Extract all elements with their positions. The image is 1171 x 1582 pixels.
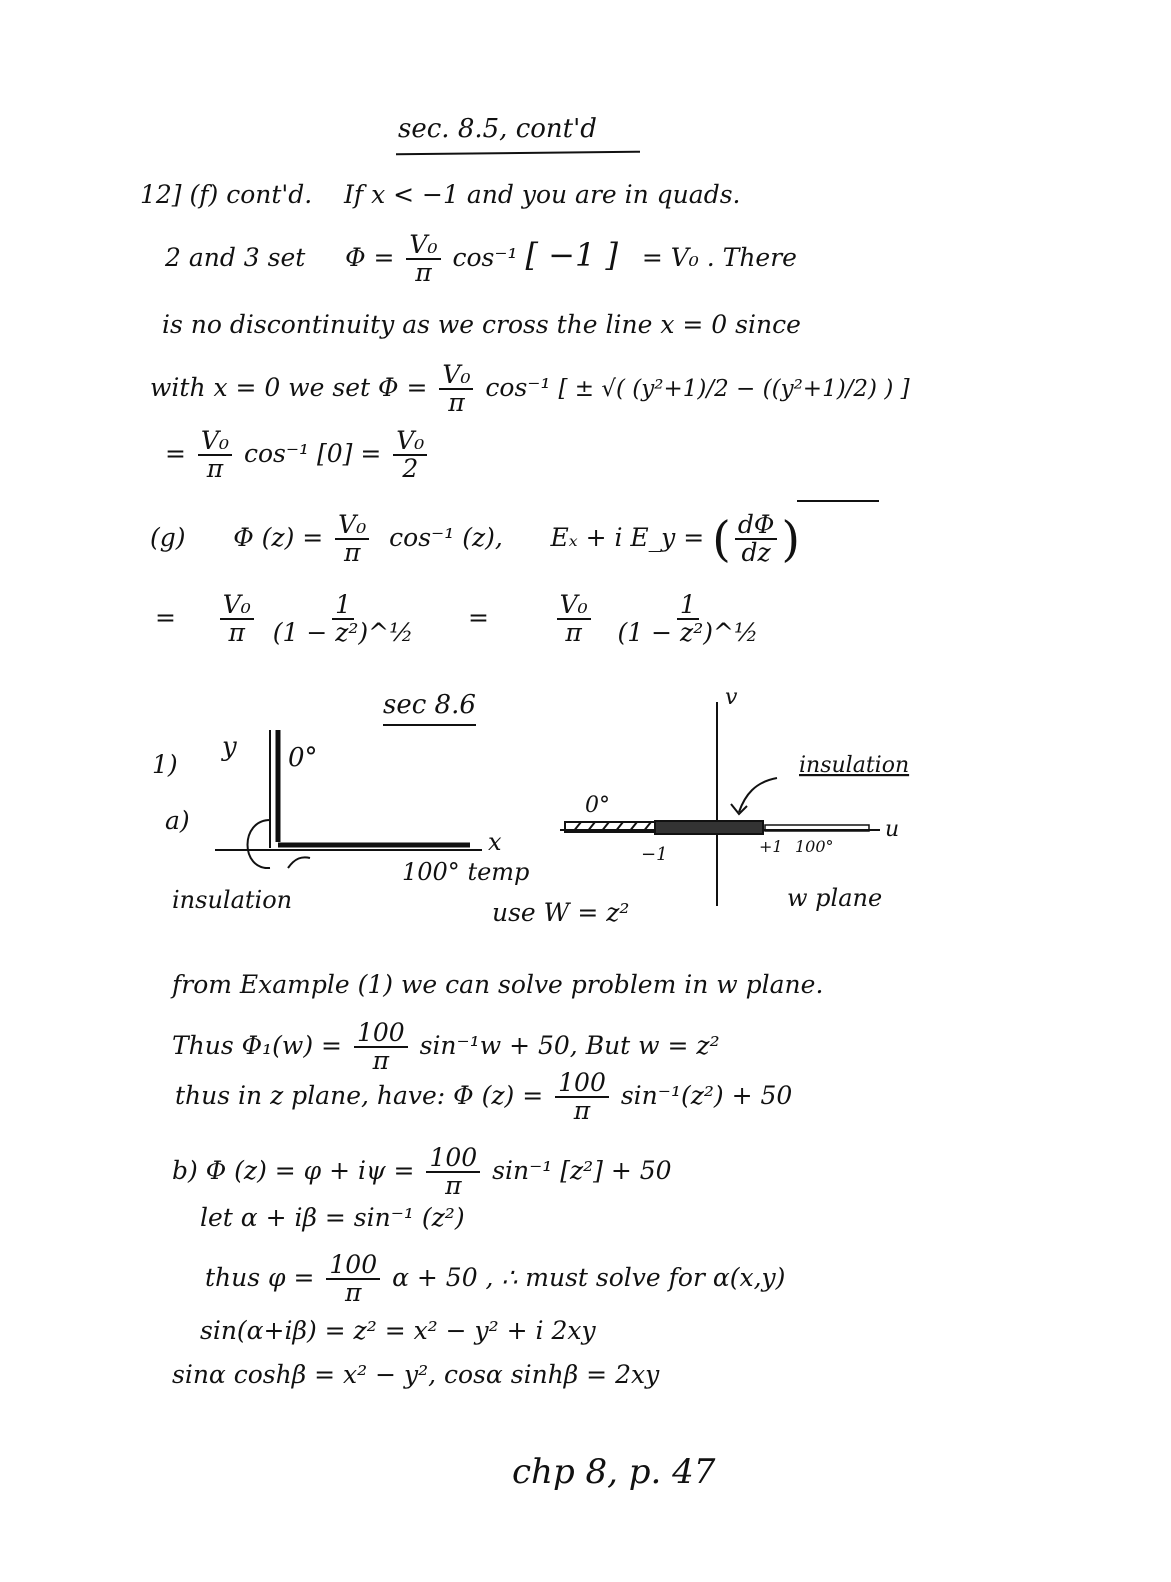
f-cos: cos⁻¹ [452, 242, 518, 272]
page-title: sec. 8.5, cont'd [398, 114, 597, 144]
f-line-3: is no discontinuity as we cross the line x = 0 since [162, 310, 801, 339]
solution-line-3 [175, 1070, 792, 1125]
page-reference: chp 8, p. 47 [512, 1452, 716, 1492]
plus-one-label: +1 [759, 837, 783, 856]
insulation-arrow [288, 857, 310, 868]
mapping-label: use W = z² [492, 898, 630, 927]
f-fraction-2: $\frac{\text{V₀}}{\pi}$ [439, 362, 473, 417]
f-arg: [ −1 ] [525, 235, 618, 274]
sol2-lead: Thus Φ₁(w) = [172, 1030, 342, 1060]
sol6-lead: thus φ = [205, 1262, 315, 1292]
f-condition: If x < −1 and you are in quads. [344, 180, 741, 209]
hundred-degree-label: 100° temp [402, 858, 530, 886]
solution-line-4 [172, 1145, 672, 1200]
sol2-rest: sin⁻¹w + 50, But w = z² [419, 1030, 720, 1060]
f-fraction: $\frac{\text{V₀}}{\pi}$ [406, 232, 440, 287]
solution-line-8: sinα coshβ = x² − y², cosα sinhβ = 2xy [172, 1360, 660, 1389]
sol6-fraction: $\frac{100}{\pi}$ [326, 1252, 380, 1307]
f-line-4 [150, 362, 910, 417]
u-label: u [885, 817, 900, 842]
g-label: (g) [150, 522, 186, 552]
conjugate-bar [797, 500, 879, 502]
f-line-1 [140, 182, 740, 207]
f-lead: 2 and 3 set [165, 242, 306, 272]
g-line-2 [155, 592, 765, 647]
solution-line-2 [172, 1020, 720, 1075]
title-underline [396, 151, 640, 156]
f-label: 12] (f) cont'd. [140, 180, 313, 209]
f-line-2 [165, 232, 797, 287]
f-result: = V₀ . There [641, 242, 797, 272]
sol4-rest: sin⁻¹ [z²] + 50 [492, 1155, 672, 1185]
g-field: Eₓ + i E_y = [550, 522, 705, 552]
sol4-lead: b) Φ (z) = φ + iψ = [172, 1155, 415, 1185]
g-fraction: $\frac{\text{V₀}}{\pi}$ [335, 512, 369, 567]
sol3-fraction: $\frac{100}{\pi}$ [555, 1070, 609, 1125]
solution-line-5: let α + iβ = sin⁻¹ (z²) [200, 1203, 465, 1232]
insulation-label-w: insulation [799, 753, 910, 778]
g-fraction-3: $\frac{1}{\text{(1 − z²)\textasciicircum{}½}}$ [272, 590, 414, 648]
w-plane-diagram [555, 680, 935, 920]
f-fraction-4: $\frac{\text{V₀}}{2}$ [393, 428, 427, 483]
g-rhs: cos⁻¹ (z), [389, 522, 503, 552]
z-plane-diagram [170, 720, 550, 920]
minus-one-label: −1 [641, 844, 668, 865]
insulation-pointer-head [731, 804, 747, 814]
g-fraction-2: $\frac{\text{V₀}}{\pi}$ [220, 592, 254, 647]
g-eq: = [155, 602, 176, 632]
f-with: with x = 0 we set Φ = [150, 372, 428, 402]
sol2-fraction: $\frac{100}{\pi}$ [354, 1020, 408, 1075]
g-eq-2: = [468, 602, 489, 632]
insulation-label-z: insulation [172, 886, 293, 914]
g-line-1 [150, 512, 800, 567]
insulated-segment [655, 821, 763, 834]
sol3-rest: sin⁻¹(z²) + 50 [620, 1080, 793, 1110]
hundred-degree-label-w: 100° [795, 837, 834, 856]
f-phi: Φ = [345, 242, 395, 272]
f-fraction-3: $\frac{\text{V₀}}{\pi}$ [198, 428, 232, 483]
solution-line-6 [205, 1252, 785, 1307]
f-inner: [ ± √( (y²+1)/2 − ((y²+1)/2) ) ] [558, 375, 910, 402]
f-cos-2: cos⁻¹ [485, 372, 551, 402]
sub-a-label: a) [165, 806, 190, 835]
problem-number: 1) [152, 750, 178, 779]
insulation-arc [248, 820, 271, 868]
sol4-fraction: $\frac{100}{\pi}$ [426, 1145, 480, 1200]
sol3-lead: thus in z plane, have: Φ (z) = [175, 1080, 544, 1110]
x-label: x [488, 828, 502, 856]
g-fraction-5: $\frac{1}{\text{(1 − z²)\textasciicircum{}½}}$ [617, 590, 759, 648]
f-eq: = [165, 438, 186, 468]
g-lhs: Φ (z) = [233, 522, 324, 552]
w-plane-label: w plane [787, 884, 883, 912]
solution-line-7: sin(α+iβ) = z² = x² − y² + i 2xy [200, 1316, 596, 1345]
solution-line-1: from Example (1) we can solve problem in w plane. [172, 970, 824, 999]
section-86-title: sec 8.6 [383, 690, 476, 720]
f-line-5 [165, 428, 431, 483]
y-label: y [222, 732, 237, 762]
g-derivative: $\frac{d\Phi}{dz}$ [735, 512, 778, 567]
g-paren-close: ) [781, 511, 801, 568]
zero-degree-label-w: 0° [585, 793, 610, 818]
g-paren-open: ( [712, 511, 731, 568]
g-fraction-4: $\frac{\text{V₀}}{\pi}$ [557, 592, 591, 647]
v-label: v [725, 685, 738, 710]
zero-degree-label: 0° [288, 743, 318, 773]
f-mid: cos⁻¹ [0] = [243, 438, 382, 468]
sol6-rest: α + 50 , ∴ must solve for α(x,y) [392, 1262, 786, 1292]
